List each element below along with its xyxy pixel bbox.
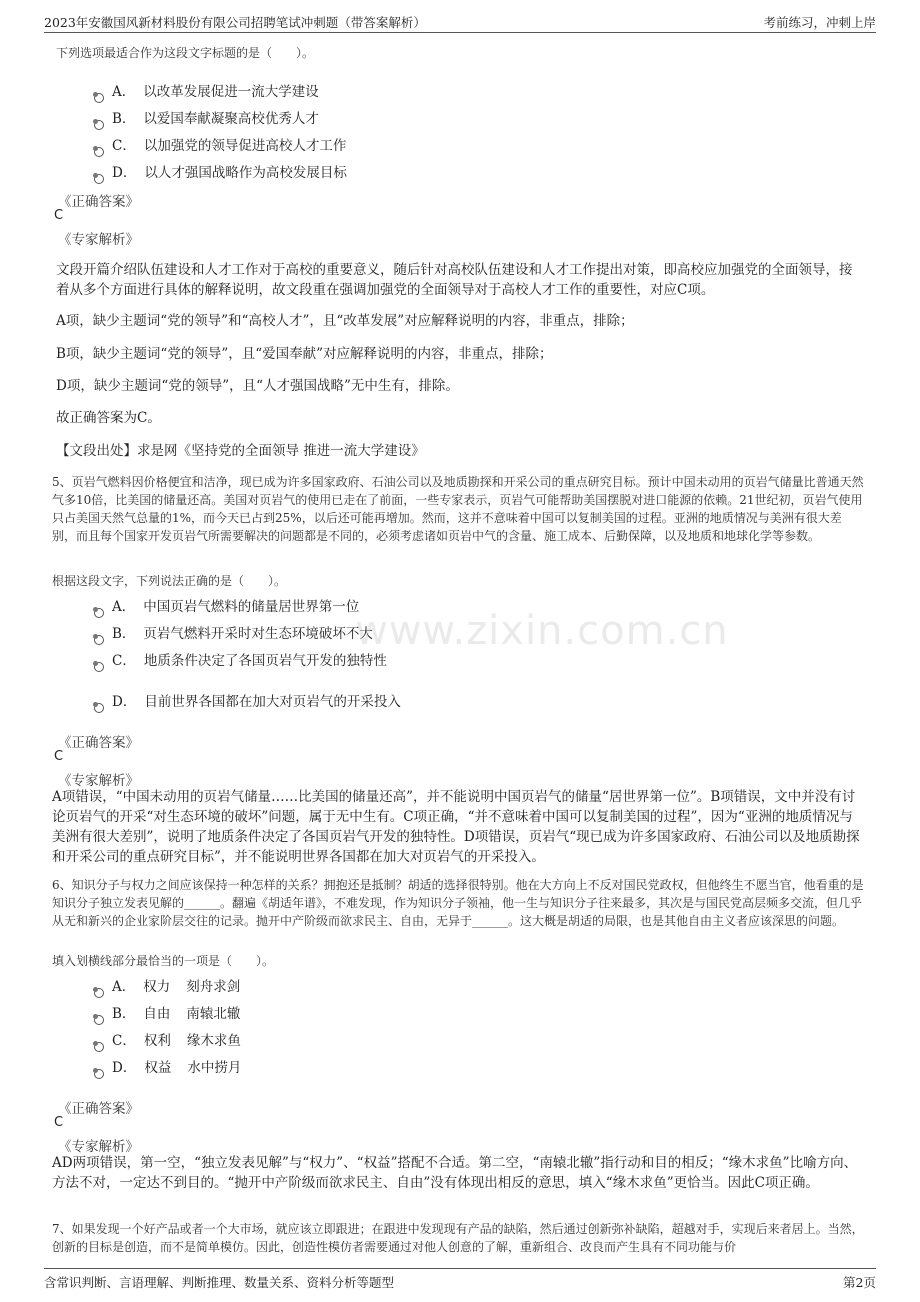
q6-option-c[interactable]: C． 权利 缘木求鱼 (94, 1029, 241, 1049)
q4-analysis-label: 《专家解析》 (58, 232, 139, 248)
q4-analysis-conclusion: 故正确答案为C。 (56, 410, 161, 426)
q5-answer-label: 《正确答案》 (58, 735, 139, 751)
q5-analysis: A项错误，“中国未动用的页岩气储量……比美国的储量还高”，并不能说明中国页岩气的储量“居世界第一位”。B项错误，文中并没有讨论页岩气的开采“对生态环境的破坏”问题，属于无中生有。C项正确，“并不意味着中国可以复制美国的过程”，因为“亚洲的地质情况与美洲有很大差别”，说明了地质条件决定了各国页岩气开发的独特性。D项错误，页岩气“现已成为许多国家政府、石油公司以及地质勘探和开采公司的重点研究目标”，并不能说明世界各国都在加大对页岩气的开采投入。 (52, 789, 860, 865)
radio-icon[interactable] (94, 120, 104, 130)
document-title: 2023年安徽国风新材料股份有限公司招聘笔试冲刺题（带答案解析） (44, 15, 426, 30)
watermark: www.zixin.com.cn (355, 608, 729, 654)
page-number: 第2页 (843, 1275, 876, 1290)
q4-option-d[interactable]: D． 以人才强国战略作为高校发展目标 (94, 161, 347, 181)
q4-option-c[interactable]: C． 以加强党的领导促进高校人才工作 (94, 134, 346, 154)
radio-icon[interactable] (94, 635, 104, 645)
q5-option-a[interactable]: A． 中国页岩气燃料的储量居世界第一位 (94, 595, 359, 615)
q5-option-c[interactable]: C． 地质条件决定了各国页岩气开发的独特性 (94, 649, 387, 669)
radio-icon[interactable] (94, 147, 104, 157)
page-header (44, 10, 876, 33)
q5-option-d[interactable]: D． 目前世界各国都在加大对页岩气的开采投入 (94, 690, 401, 710)
radio-icon[interactable] (94, 1069, 104, 1079)
q4-answer-label: 《正确答案》 (58, 194, 139, 210)
radio-icon[interactable] (94, 174, 104, 184)
q4-source: 【文段出处】求是网《坚持党的全面领导 推进一流大学建设》 (56, 443, 425, 459)
q7-stem: 7、如果发现一个好产品或者一个大市场，就应该立即跟进；在跟进中发现现有产品的缺陷，然后通过创新弥补缺陷，超越对手，实现后来者居上。当然，创新的目标是创造，而不是简单模仿。因此，创造性模仿者需要通过对他人创意的了解，重新组合、改良而产生具有不同功能与价 (52, 1222, 864, 1254)
q4-analysis-b: B项，缺少主题词“党的领导”，且“爱国奉献”对应解释说明的内容，非重点，排除； (56, 346, 553, 362)
q6-analysis-label: 《专家解析》 (58, 1139, 139, 1155)
radio-icon[interactable] (94, 662, 104, 672)
q5-option-b[interactable]: B． 页岩气燃料开采时对生态环境破坏不大 (94, 622, 373, 642)
radio-icon[interactable] (94, 1042, 104, 1052)
radio-icon[interactable] (94, 703, 104, 713)
q4-analysis-summary: 文段开篇介绍队伍建设和人才工作对于高校的重要意义，随后针对高校队伍建设和人才工作提出对策，即高校应加强党的全面领导，接着从多个方面进行具体的解释说明，故文段重在强调加强党的全面领导对于高校人才工作的重要性，对应C项。 (56, 262, 853, 298)
radio-icon[interactable] (94, 93, 104, 103)
q6-stem: 6、知识分子与权力之间应该保持一种怎样的关系？拥抱还是抵制？胡适的选择很特别。他在大方向上不反对国民党政权，但他终生不愿当官，他看重的是知识分子独立发表见解的______。翻遍《胡适年谱》，不难发现，作为知识分子领袖，他一生与知识分子往来最多，其次是与国民党高层频多交流，但几乎从无和新兴的企业家阶层交往的记录。抛开中产阶级而欲求民主、自由，无异于______。这大概是胡适的局限，也是其他自由主义者应该深思的问题。 (52, 878, 864, 928)
q5-answer: C (54, 749, 64, 764)
q6-option-b[interactable]: B． 自由 南辕北辙 (94, 1002, 240, 1022)
q6-question: 填入划横线部分最恰当的一项是（ ）。 (52, 954, 275, 968)
header-slogan: 考前练习，冲刺上岸 (763, 15, 876, 30)
q6-analysis: AD两项错误，第一空，“独立发表见解”与“权力”、“权益”搭配不合适。第二空，“南辕北辙”指行动和目的相反；“缘木求鱼”比喻方向、方法不对，一定达不到目的。“抛开中产阶级而欲求民主、自由”没有体现出相反的意思，填入“缘木求鱼”更恰当。因此C项正确。 (52, 1155, 858, 1191)
page-footer (44, 1268, 876, 1291)
q6-option-a[interactable]: A． 权力 刻舟求剑 (94, 975, 240, 995)
q4-answer: C (54, 208, 64, 223)
q5-question: 根据这段文字，下列说法正确的是（ ）。 (52, 574, 287, 588)
radio-icon[interactable] (94, 988, 104, 998)
radio-icon[interactable] (94, 608, 104, 618)
q6-answer-label: 《正确答案》 (58, 1101, 139, 1117)
q4-option-a[interactable]: A． 以改革发展促进一流大学建设 (94, 80, 319, 100)
q6-answer: C (54, 1115, 64, 1130)
q6-option-d[interactable]: D． 权益 水中捞月 (94, 1056, 241, 1076)
q4-analysis-a: A项，缺少主题词“党的领导”和“高校人才”，且“改革发展”对应解释说明的内容，非重点，排除； (56, 313, 634, 329)
q4-question: 下列选项最适合作为这段文字标题的是（ ）。 (56, 46, 315, 60)
radio-icon[interactable] (94, 1015, 104, 1025)
q5-analysis-label: 《专家解析》 (58, 773, 139, 789)
q4-option-b[interactable]: B． 以爱国奉献凝聚高校优秀人才 (94, 107, 319, 127)
footer-topics: 含常识判断、言语理解、判断推理、数量关系、资料分析等题型 (44, 1275, 395, 1290)
q4-analysis-d: D项，缺少主题词“党的领导”，且“人才强国战略”无中生有，排除。 (56, 378, 459, 394)
q5-stem: 5、页岩气燃料因价格便宜和洁净，现已成为许多国家政府、石油公司以及地质勘探和开采公司的重点研究目标。预计中国未动用的页岩气储量比普通天然气多10倍，比美国的储量还高。美国对页岩气的使用已走在了前面，一些专家表示，页岩气可能帮助美国摆脱对进口能源的依赖。21世纪初，页岩气使用只占美国天然气总量的1%，而今天已占到25%，以后还可能再增加。然而，这并不意味着中国可以复制美国的过程。亚洲的地质情况与美洲有很大差别，而且每个国家开发页岩气所需要解决的问题都是不同的，必须考虑诸如页岩中气的含量、施工成本、后勤保障，以及地质和地球化学等参数。 (52, 475, 864, 543)
